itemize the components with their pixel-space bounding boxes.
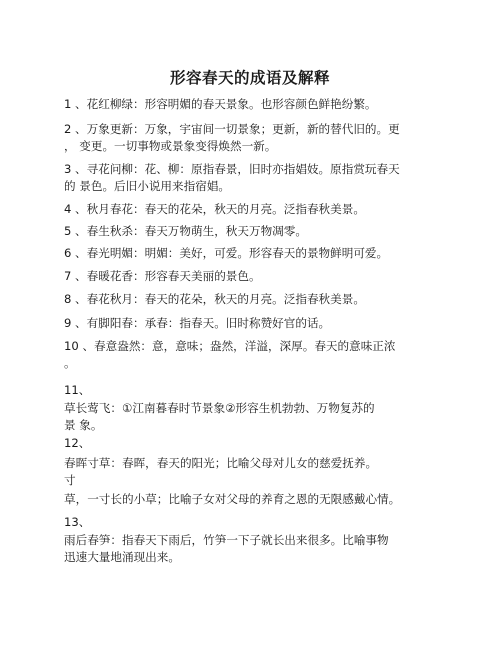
entry-12-line-3: 草，一寸长的小草；比喻子女对父母的养育之恩的无限感戴心情。 [64,492,401,506]
entry-13-number: 13、 [64,515,91,529]
entry-7-line-1: 7 、春暖花香：形容春天美丽的景色。 [64,269,261,283]
entry-3-line-2: 的 景色。后旧小说用来指宿娼。 [64,179,230,193]
entry-12-line-1: 春晖寸草：春晖，春天的阳光；比喻父母对儿女的慈爱抚养。 [64,456,378,470]
page-title: 形容春天的成语及解释 [169,69,330,87]
entry-2-line-2: ， 变更。一切事物或景象变得焕然一新。 [64,139,277,153]
entry-10-line-1: 10 、春意盎然：意，意味；盎然，洋溢，深厚。春天的意味正浓 [64,339,396,353]
entry-11-line-2: 景 象。 [64,418,103,432]
entry-12-line-2: 寸 [64,473,76,487]
entry-11-number: 11、 [64,383,91,397]
entry-10-line-2: 。 [64,356,76,370]
entry-9-line-1: 9 、有脚阳春：承春：指春天。旧时称赞好官的话。 [64,316,331,330]
entry-5-line-1: 5 、春生秋杀：春天万物萌生，秋天万物凋零。 [64,224,307,238]
entry-3-line-1: 3 、寻花问柳：花、柳：原指春景，旧时亦指娼妓。原指赏玩春天 [64,162,400,176]
entry-8-line-1: 8 、春花秋月：春天的花朵，秋天的月亮。泛指春秋美景。 [64,292,365,306]
entry-11-line-1: 草长莺飞：①江南暮春时节景象②形容生机勃勃、万物复苏的 [64,401,375,415]
entry-1-line-1: 1 、花红柳绿：形容明媚的春天景象。也形容颜色鲜艳纷繁。 [64,97,377,111]
entry-13-line-2: 迅速大量地涌现出来。 [64,550,180,564]
entry-12-number: 12、 [64,436,91,450]
entry-4-line-1: 4 、秋月春花：春天的花朵，秋天的月亮。泛指春秋美景。 [64,202,365,216]
entry-6-line-1: 6 、春光明媚：明媚：美好，可爱。形容春天的景物鲜明可爱。 [64,246,389,260]
entry-13-line-1: 雨后春笋：指春天下雨后，竹笋一下子就长出来很多。比喻事物 [64,533,389,547]
entry-2-line-1: 2 、万象更新：万象，宇宙间一切景象；更新，新的替代旧的。更 [64,122,400,136]
